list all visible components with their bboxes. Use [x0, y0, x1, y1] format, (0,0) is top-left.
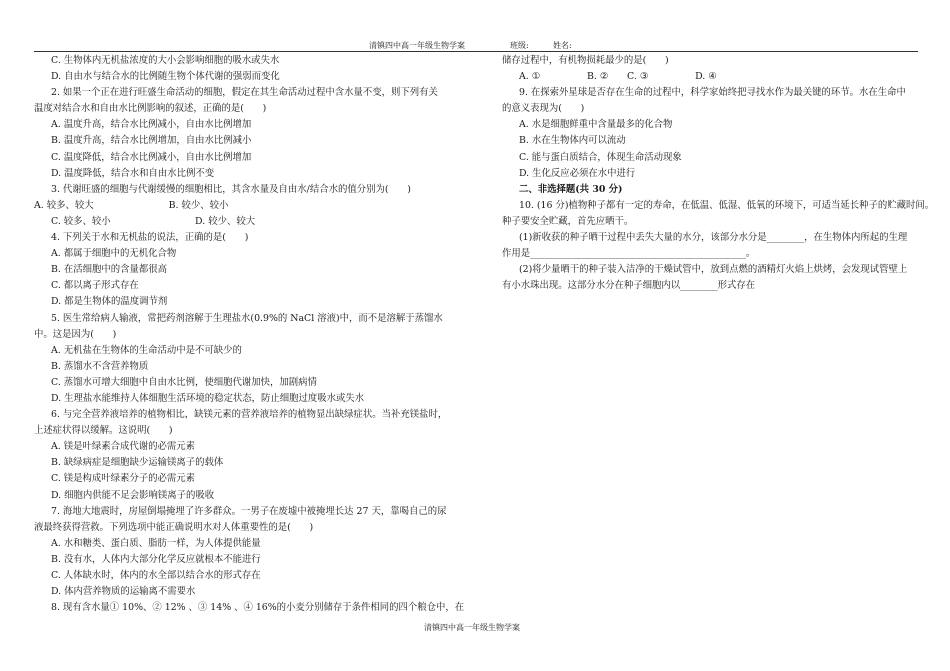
text-line: C. 温度降低，结合水比例减小，自由水比例增加: [51, 151, 252, 163]
text-line: 3. 代谢旺盛的细胞与代谢缓慢的细胞相比，其含水量及自由水/结合水的值分别为( ): [51, 183, 411, 195]
text-line: D. 都是生物体的温度调节剂: [51, 296, 168, 308]
footer-text: 清镇四中高一年级生物学案: [424, 623, 520, 632]
text-line: 7. 海地大地震时，房屋倒塌掩埋了许多群众。一男子在废墟中被掩埋长达 27 天，靠喝自己的尿: [51, 505, 447, 517]
text-line: 作用是______________________________________________。: [502, 248, 756, 260]
text-line: 的意义表现为( ): [502, 103, 585, 115]
text-line: C. 生物体内无机盐浓度的大小会影响细胞的吸水或失水: [51, 55, 280, 66]
text-line: C. 人体缺水时，体内的水全部以结合水的形式存在: [51, 570, 261, 581]
header-class-label: 班级:: [510, 41, 529, 50]
text-line: 二、非选择题(共 30 分): [519, 183, 623, 195]
text-line: C. 能与蛋白质结合，体现生命活动现象: [519, 151, 682, 163]
text-line: 中。这是因为( ): [34, 328, 117, 340]
text-line: D. 温度降低，结合水和自由水比例不变: [51, 167, 215, 179]
text-line: D. 体内营养物质的运输离不需要水: [51, 586, 196, 598]
text-line: A. 水是细胞鲜重中含量最多的化合物: [519, 119, 673, 131]
text-line: 9. 在探索外星球是否存在生命的过程中，科学家始终把寻找水作为最关键的环节。水在生命中: [519, 87, 906, 99]
text-line: 8. 现有含水量① 10%、② 12% 、③ 14% 、④ 16%的小麦分别储存于条件相同的四个粮仓中，在: [51, 602, 465, 614]
text-line: A. 较多、较大 B. 较少、较小: [34, 199, 229, 211]
text-line: 储存过程中，有机物损耗最少的是( ): [502, 55, 669, 66]
text-line: C. 蒸馏水可增大细胞中自由水比例，使细胞代谢加快，加剧病情: [51, 376, 317, 388]
text-line: A. 温度升高，结合水比例减小，自由水比例增加: [51, 119, 252, 131]
text-line: C. 较多、较小 D. 较少、较大: [51, 215, 256, 227]
text-line: 种子要安全贮藏，首先应晒干。: [502, 215, 634, 227]
text-line: 液最终获得营救。下列选项中能正确说明水对人体重要性的是( ): [34, 521, 314, 533]
left-column: [34, 53, 465, 616]
text-line: C. 镁是构成叶绿素分子的必需元素: [51, 473, 196, 485]
text-line: B. 没有水，人体内大部分化学反应就根本不能进行: [51, 553, 261, 565]
text-line: A. 水和糖类、蛋白质、脂肪一样，为人体提供能量: [51, 537, 261, 549]
text-line: D. 细胞内供能不足会影响镁离子的吸收: [51, 489, 215, 501]
text-line: (1)新收获的种子晒干过程中丢失大量的水分，该部分水分是________，在生物体内所起的生理: [519, 232, 908, 244]
text-line: 上述症状得以缓解。这说明( ): [34, 425, 173, 437]
text-line: 10. (16 分)植物种子都有一定的寿命，在低温、低湿、低氧的环境下，可适当延长种子的贮藏时间。: [519, 199, 935, 211]
text-line: D. 生化反应必须在水中进行: [519, 167, 636, 179]
text-line: 有小水珠出现。这部分水分在种子细胞内以________形式存在: [502, 280, 756, 292]
text-line: 4. 下列关于水和无机盐的说法，正确的是( ): [51, 232, 249, 244]
text-line: 5. 医生常给病人输液，常把药剂溶解于生理盐水(0.9%的 NaCl 溶液)中，而不是溶解于蒸馏水: [51, 312, 443, 324]
text-line: B. 在活细胞中的含量都很高: [51, 264, 167, 276]
text-line: A. ① B. ② C. ③ D. ④: [519, 71, 717, 83]
text-line: B. 缺绿病症是细胞缺少运输镁离子的载体: [51, 457, 224, 469]
text-line: D. 自由水与结合水的比例随生物个体代谢的强弱而变化: [51, 71, 280, 83]
text-line: D. 生理盐水能维持人体细胞生活环境的稳定状态，防止细胞过度吸水或失水: [51, 392, 365, 404]
text-line: 2. 如果一个正在进行旺盛生命活动的细胞，假定在其生命活动过程中含水量不变，则下列有关: [51, 87, 438, 99]
text-line: A. 无机盐在生物体的生命活动中是不可缺少的: [51, 344, 242, 356]
text-line: A. 镁是叶绿素合成代谢的必需元素: [51, 441, 195, 453]
text-line: B. 温度升高，结合水比例增加，自由水比例减小: [51, 135, 252, 147]
header-name-label: 姓名:: [553, 41, 572, 50]
right-column: [502, 53, 935, 294]
header-title: 清镇四中高一年级生物学案: [369, 41, 465, 50]
text-line: A. 都属于细胞中的无机化合物: [51, 248, 177, 260]
text-line: (2)将少量晒干的种子装入洁净的干燥试管中，放到点燃的酒精灯火焰上烘烤，会发现试管壁上: [519, 264, 908, 276]
text-line: C. 都以离子形式存在: [51, 280, 139, 292]
header-rule: [34, 51, 918, 52]
text-line: B. 蒸馏水不含营养物质: [51, 360, 149, 372]
text-line: 6. 与完全营养液培养的植物相比，缺镁元素的营养液培养的植物显出缺绿症状。当补充镁盐时，: [51, 409, 448, 421]
text-line: 温度对结合水和自由水比例影响的叙述，正确的是( ): [34, 103, 267, 115]
text-line: B. 水在生物体内可以流动: [519, 135, 626, 147]
